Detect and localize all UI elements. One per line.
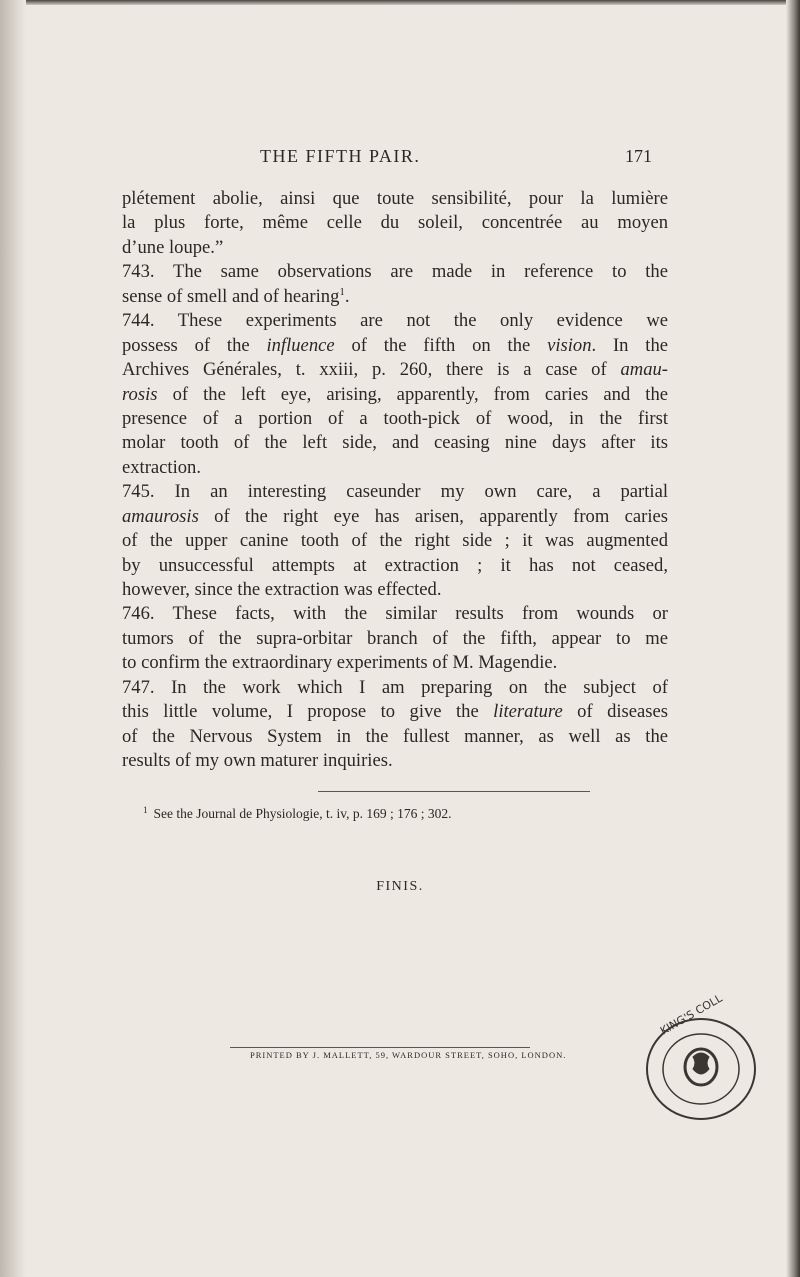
footnote: [143, 805, 451, 822]
italic-term: amau-: [620, 359, 668, 381]
text-run: of diseases: [562, 701, 669, 723]
paragraph-747-line: of the Nervous System in the fullest manner, as well as the: [122, 725, 668, 747]
footnote-mark: 1: [143, 805, 148, 815]
paragraph-745-line: [122, 505, 668, 529]
page-number: 171: [625, 146, 652, 166]
text-run: possess of the: [122, 334, 267, 356]
footnote-text: See the Journal de Physiologie, t. iv, p. 169 ; 176 ; 302.: [153, 806, 452, 821]
text-run: of the left eye, arising, apparently, from caries and the: [157, 383, 668, 405]
paragraph-744-line: 744. These experiments are not the only evidence we: [122, 310, 668, 332]
running-head: [220, 146, 660, 170]
text-run: . In the: [591, 334, 668, 356]
paragraph-747-line: results of my own maturer inquiries.: [122, 750, 393, 772]
paragraph-745-line: of the upper canine tooth of the right side ; it was augmented: [122, 530, 668, 552]
printer-imprint: PRINTED BY J. MALLETT, 59, WARDOUR STREET, SOHO, LONDON.: [250, 1050, 567, 1060]
text-run: of the fifth on the: [334, 334, 548, 356]
page-right-edge: [786, 0, 800, 1277]
finis-heading: FINIS.: [376, 879, 424, 894]
paragraph-745-line: however, since the extraction was effected.: [122, 579, 442, 600]
paragraph-744-line: presence of a portion of a tooth-pick of wood, in the first: [122, 407, 668, 429]
paragraph-744-line: molar tooth of the left side, and ceasing nine days after its: [122, 432, 668, 454]
italic-term: vision: [547, 334, 592, 356]
paragraph-745-line: 745. In an interesting caseunder my own care, a partial: [122, 481, 668, 503]
text-line: plétement abolie, ainsi que toute sensibilité, pour la lumière: [122, 188, 668, 209]
italic-term: amaurosis: [122, 505, 199, 527]
italic-term: rosis: [122, 383, 158, 405]
paragraph-747-line: [122, 700, 668, 724]
text-run: this little volume, I propose to give the: [122, 701, 494, 723]
paragraph-743-line: [122, 285, 668, 309]
page-top-edge: [0, 0, 800, 5]
library-stamp: [643, 991, 763, 1125]
italic-term: influence: [266, 334, 335, 356]
paragraph-744-line: [122, 334, 668, 358]
stamp-lettering: KING'S COLL: [658, 991, 725, 1038]
italic-term: literature: [493, 701, 563, 723]
stamp-crest-figure: [693, 1053, 709, 1074]
paragraph-744-line: [122, 358, 668, 382]
paragraph-746-line: tumors of the supra-orbitar branch of the fifth, appear to me: [122, 627, 668, 649]
printer-rule: [230, 1047, 530, 1048]
paragraph-744-line: [122, 383, 668, 407]
footnote-rule: [318, 791, 590, 792]
running-title: THE FIFTH PAIR.: [260, 146, 421, 166]
page-left-edge: [0, 0, 26, 1277]
paragraph-746-line: 746. These facts, with the similar results from wounds or: [122, 603, 668, 625]
paragraph-744-line: extraction.: [122, 456, 201, 478]
text-run: sense of smell and of hearing: [122, 285, 340, 307]
paragraph-747-line: 747. In the work which I am preparing on the subject of: [122, 676, 668, 698]
paragraph-743-line: 743. The same observations are made in reference to the: [122, 261, 668, 283]
text-run: Archives Générales, t. xxiii, p. 260, there is a case of: [122, 359, 621, 381]
text-run: of the right eye has arisen, apparently from caries: [198, 505, 668, 527]
paragraph-745-line: by unsuccessful attempts at extraction ; it has not ceased,: [122, 554, 668, 576]
paragraph-746-line: to confirm the extraordinary experiments of M. Magendie.: [122, 652, 558, 674]
text-line: la plus forte, même celle du soleil, concentrée au moyen: [122, 212, 668, 234]
text-line: d’une loupe.”: [122, 236, 224, 258]
footnote-ref: 1: [339, 285, 345, 298]
text-run: .: [344, 285, 350, 307]
body-text: [122, 187, 668, 774]
